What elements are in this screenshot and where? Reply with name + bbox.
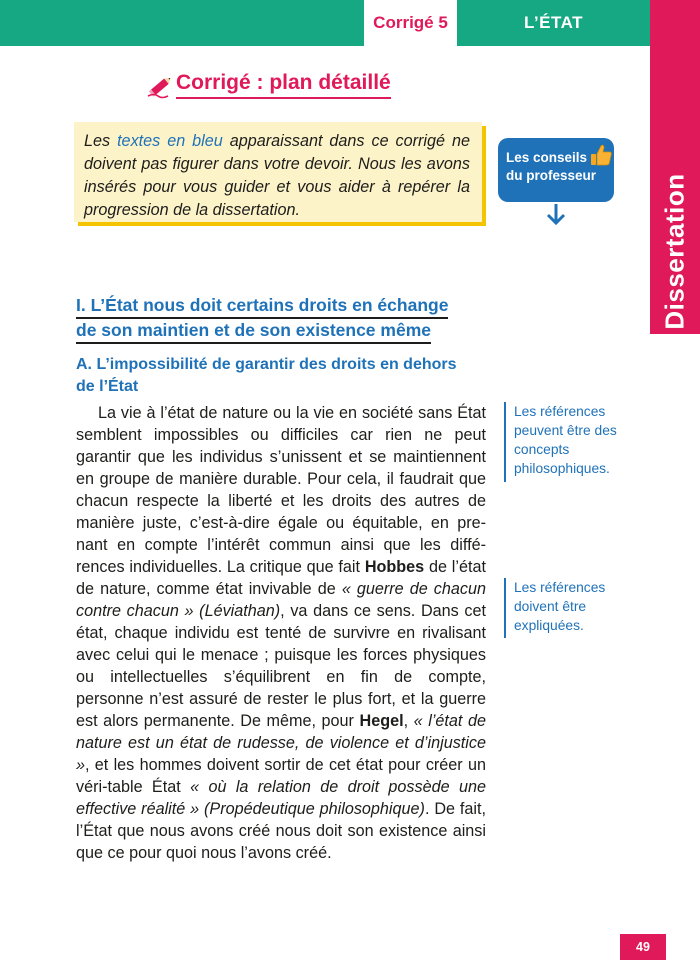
author-hobbes: Hobbes [364, 558, 425, 576]
page-title: Corrigé : plan détaillé [176, 70, 391, 99]
text-segment: . De fait, l’État que nous avons créé nous doit son existence ainsi que ce pour quoi nous l’avons créé. [76, 800, 486, 862]
body-paragraph [76, 402, 486, 864]
info-text-highlight: textes en bleu [117, 132, 223, 150]
section-heading-line1: I. L’État nous doit certains droits en échange [76, 294, 448, 319]
text-segment: , va dans ce sens. Dans cet état, chaque individu est tenté de survivre en rivalisant avec celui qui le menace ; puisque les forces physiques ou intellectuelles s’équilibrent en fin de compte, personne n’est assuré de rester le plus fort, et la guerre est alors permanente. De même, pour [76, 602, 487, 730]
info-text-end: apparaissant dans ce corrigé ne doivent pas figurer dans votre devoir. Nous les avons insérés pour vous guider et vous aider à repérer la progression de la dissertation. [84, 132, 470, 219]
author-hegel: Hegel [359, 712, 404, 730]
margin-note: Les références doivent être expliquées. [504, 578, 624, 638]
conseils-line2: du professeur [506, 168, 597, 183]
info-box [74, 122, 482, 222]
topic-tab: L’ÉTAT [457, 0, 650, 46]
subsection-heading: A. L’impossibilité de garantir des droits en dehors de l’État [76, 356, 457, 395]
page-number: 49 [620, 934, 666, 960]
text-segment: de l’état de nature, comme état invivable de [76, 558, 486, 598]
thumbs-up-icon [588, 142, 614, 168]
side-label [652, 166, 698, 336]
text-segment: La vie à l’état de nature ou la vie en société sans État semblent impossibles ou difficiles car rien ne peut garantir que les individus s’unissent et se maintiennent en groupe de manière durable. Pour cela, il faudrait que chacun respecte la liberté et les droits des autres de manière juste, c’est-à-dire égale ou équitable, en pre-nant en compte l’intérêt commun ainsi que les diffé-rences individuelles. La critique que fait [76, 404, 486, 576]
header-band [0, 0, 364, 46]
section-heading-line2: de son maintien et de son existence même [76, 319, 431, 344]
arrow-down-icon [543, 202, 569, 228]
quote-leviathan: « guerre de chacun contre chacun » (Léviathan) [76, 580, 486, 620]
margin-note: Les références peuvent être des concepts philosophiques. [504, 402, 624, 482]
section-heading [76, 294, 456, 344]
page-title-block [146, 70, 391, 99]
text-segment: , et les hommes doivent sortir de cet état pour créer un véri-table État [76, 756, 486, 796]
info-text-start: Les [84, 132, 118, 150]
quote-hegel-nature: « l’état de nature est un état de rudesse, de violence et d’injustice » [76, 712, 486, 774]
quote-propedeutique: « où la relation de droit possède une effective réalité » (Propédeutique philosophique) [76, 778, 486, 818]
conseils-line1: Les conseils [506, 150, 588, 165]
side-label-text: Dissertation [659, 172, 690, 330]
text-segment: , [403, 712, 414, 730]
pencil-icon [146, 73, 174, 99]
chapter-tab: Corrigé 5 [364, 0, 457, 46]
